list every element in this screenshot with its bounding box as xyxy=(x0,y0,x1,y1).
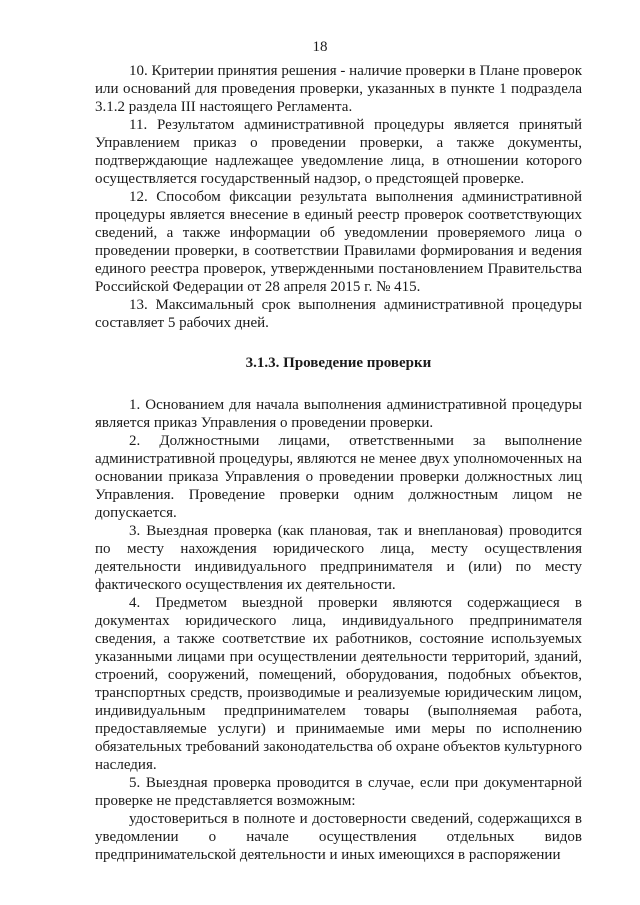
paragraph-11: 11. Результатом административной процедуры является принятый Управлением приказ о проведении проверки, а также документы, подтверждающие надлежащее уведомление лица, в отношении которого осуществляется государственный надзор, о предстоящей проверке. xyxy=(95,117,582,187)
paragraph-5: 5. Выездная проверка проводится в случае, если при документарной проверке не представляется возможным: xyxy=(95,775,582,809)
section-heading: 3.1.3. Проведение проверки xyxy=(245,355,432,371)
paragraph-13: 13. Максимальный срок выполнения административной процедуры составляет 5 рабочих дней. xyxy=(95,297,582,331)
paragraph-10: 10. Критерии принятия решения - наличие проверки в Плане проверок или оснований для проведения проверки, указанных в пункте 1 подраздела 3.1.2 раздела III настоящего Регламента. xyxy=(95,63,582,115)
paragraph-4: 4. Предметом выездной проверки являются содержащиеся в документах юридического лица, индивидуального предпринимателя сведения, а также соответствие их работников, состояние используемых указанными лицами при осуществлении деятельности территорий, зданий, строений, сооружений, помещений, оборудования, подобных объектов, транспортных средств, производимые и реализуемые юридическим лицом, индивидуальным предпринимателем товары (выполняемая работа, предоставляемые услуги) и принимаемые ими меры по исполнению обязательных требований законодательства об охране объектов культурного наследия. xyxy=(95,595,582,773)
paragraph-5-item: удостовериться в полноте и достоверности сведений, содержащихся в уведомлении о начале осуществления отдельных видов предпринимательской деятельности и иных имеющихся в распоряжении xyxy=(95,811,582,863)
page-number: 18 xyxy=(312,39,328,55)
paragraph-12: 12. Способом фиксации результата выполнения административной процедуры является внесение в единый реестр проверок соответствующих сведений, а также информации об уведомлении проверяемого лица о проведении проверки, в соответствии Правилами формирования и ведения единого реестра проверок, утвержденными постановлением Правительства Российской Федерации от 28 апреля 2015 г. № 415. xyxy=(95,189,582,295)
paragraph-2: 2. Должностными лицами, ответственными за выполнение административной процедуры, являются не менее двух уполномоченных на основании приказа Управления о проведении проверки должностных лиц Управления. Проведение проверки одним должностным лицом не допускается. xyxy=(95,433,582,521)
document-body xyxy=(95,62,582,864)
paragraph-1: 1. Основанием для начала выполнения административной процедуры является приказ Управления о проведении проверки. xyxy=(95,397,582,431)
paragraph-3: 3. Выездная проверка (как плановая, так и внеплановая) проводится по месту нахождения юридического лица, месту осуществления деятельности индивидуального предпринимателя и (или) по месту фактического осуществления их деятельности. xyxy=(95,523,582,593)
